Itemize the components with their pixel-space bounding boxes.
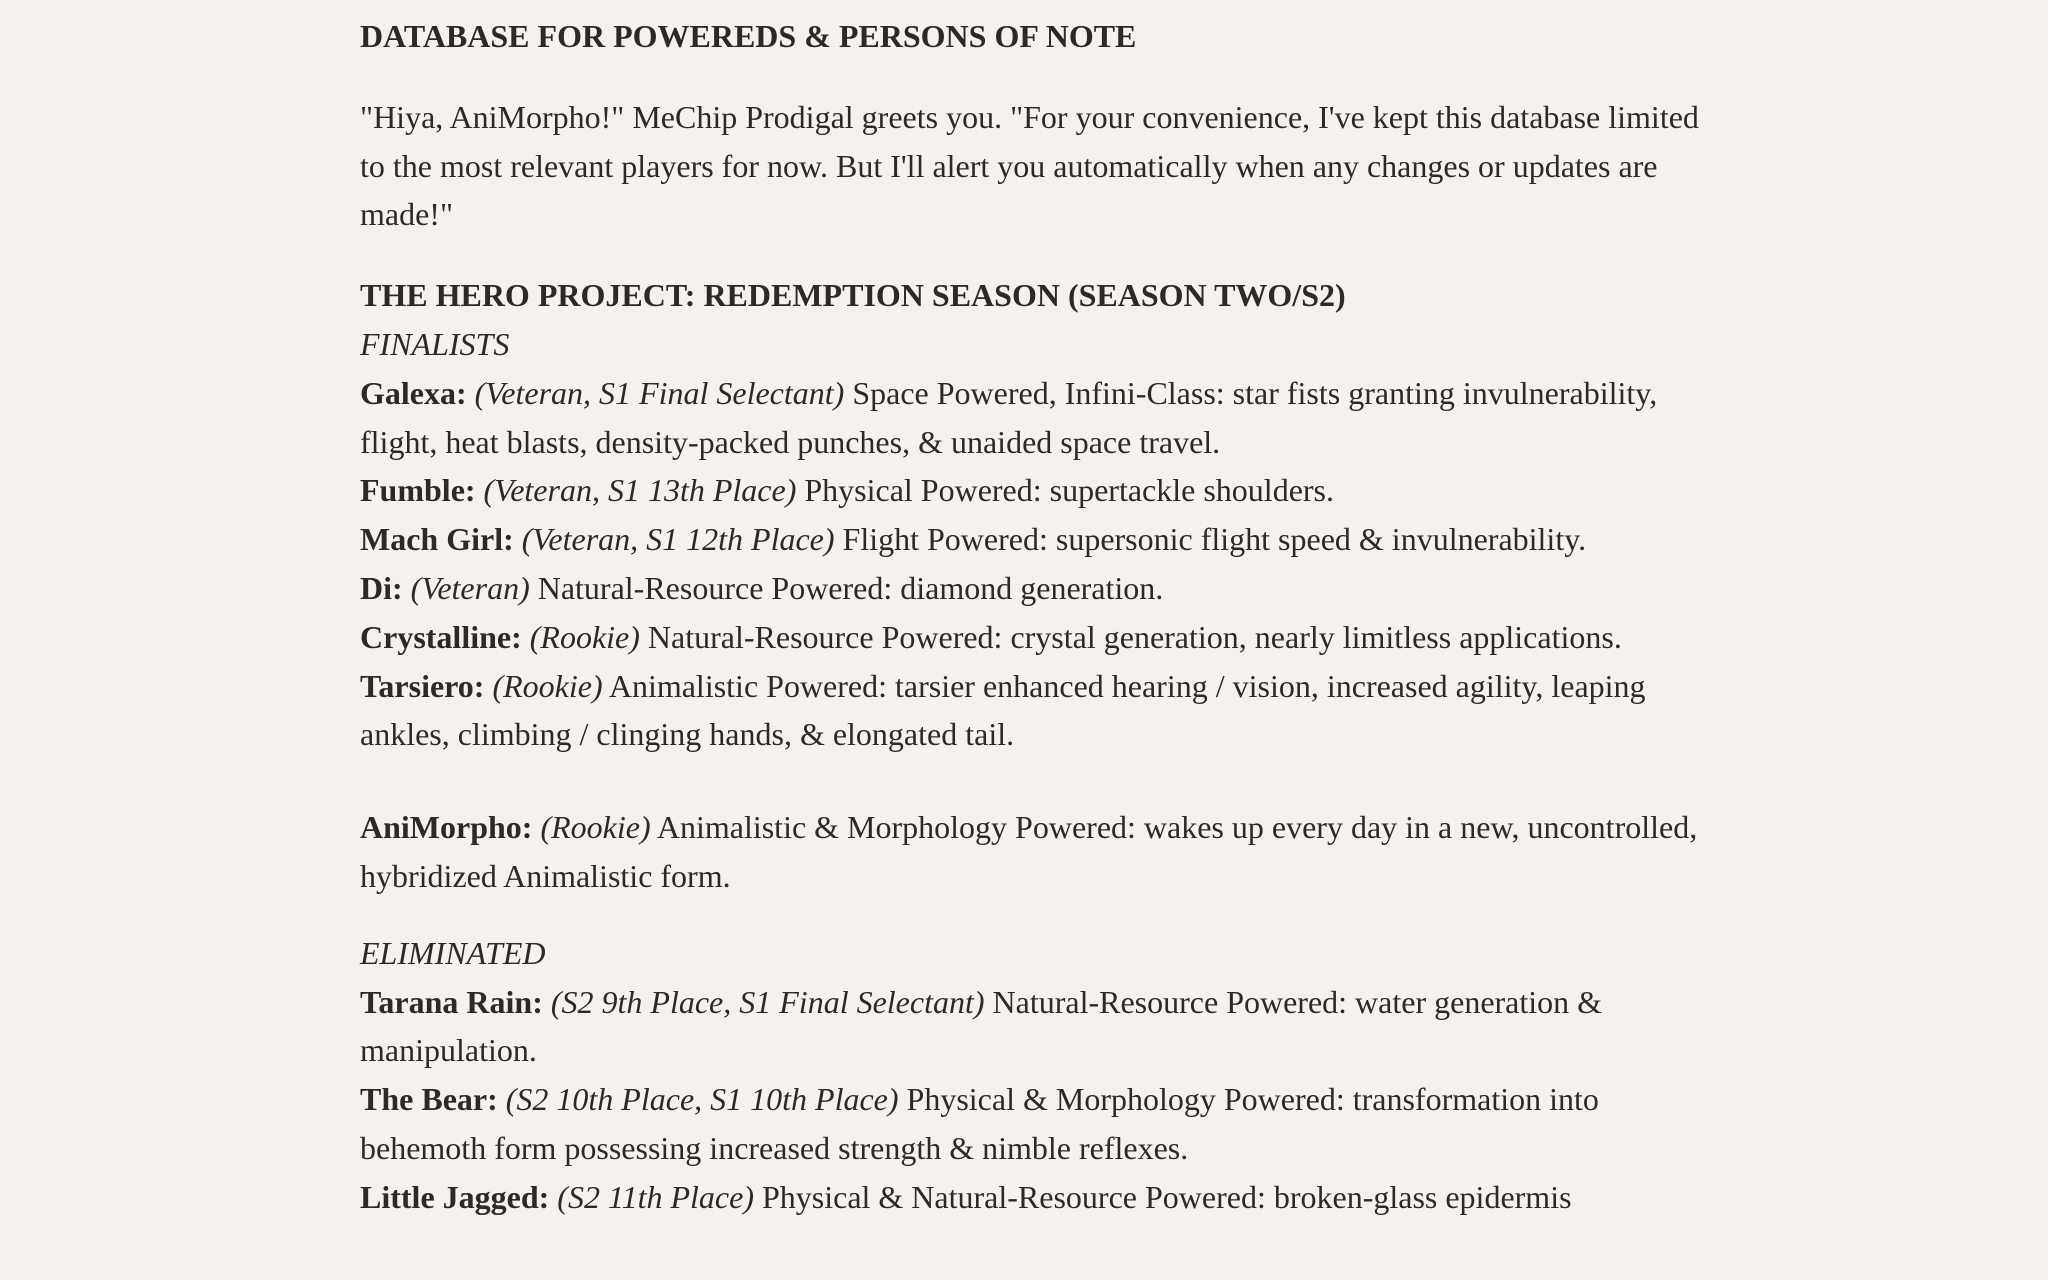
entry-description: Animalistic Powered: tarsier enhanced hearing / vision, increased agility, leaping ankles, climbing / clinging hands, & elongated tail. [360,667,1646,753]
entry-description: Natural-Resource Powered: crystal generation, nearly limitless applications. [647,618,1622,655]
database-page [360,0,1700,1222]
entry-description: Flight Powered: supersonic flight speed & invulnerability. [842,521,1587,558]
entry-description: Space Powered, Infini-Class: star fists granting invulnerability, flight, heat blasts, density-packed punches, & unaided space travel. [360,374,1658,460]
entry-name: Mach Girl: [360,521,514,558]
entry-tag: (Veteran, S1 Final Selectant) [474,374,845,411]
entry-tag: (S2 10th Place, S1 10th Place) [505,1081,899,1118]
roster-entry-fumble [360,466,1700,515]
entry-description: Physical & Natural-Resource Powered: broken-glass epidermis [761,1178,1572,1215]
entry-tag: (Rookie) [492,667,603,704]
entry-name: Tarana Rain: [360,983,543,1020]
entry-description: Natural-Resource Powered: diamond generation. [537,569,1164,606]
entry-tag: (S2 9th Place, S1 Final Selectant) [550,983,985,1020]
entry-tag: (Veteran, S1 13th Place) [483,472,797,509]
entry-name: Crystalline: [360,618,522,655]
entry-name: Little Jagged: [360,1178,550,1215]
database-title: DATABASE FOR POWEREDS & PERSONS OF NOTE [360,18,1137,54]
entry-description: Natural-Resource Powered: water generation & manipulation. [360,983,1603,1069]
roster-entry-di [360,564,1700,613]
entry-name: AniMorpho: [360,809,533,846]
roster-entry-galexa [360,369,1700,467]
entry-description: Animalistic & Morphology Powered: wakes up every day in a new, uncontrolled, hybridized Animalistic form. [360,809,1698,894]
entry-name: Fumble: [360,472,476,509]
eliminated-roster [360,929,1700,1222]
roster-entry-the-bear [360,1075,1700,1173]
roster-entry-crystalline [360,613,1700,662]
roster-entry-animorpho [360,803,1700,901]
roster-entry-mach-girl [360,515,1700,564]
entry-description: Physical Powered: supertackle shoulders. [804,472,1334,509]
entry-tag: (Rookie) [540,809,651,846]
finalists-label: FINALISTS [360,325,510,362]
entry-tag: (Veteran, S1 12th Place) [521,521,835,558]
entry-name: The Bear: [360,1081,498,1118]
roster-entry-tarsiero [360,662,1700,760]
entry-tag: (Rookie) [529,618,640,655]
intro-paragraph: "Hiya, AniMorpho!" MeChip Prodigal greets you. "For your convenience, I've kept this database limited to the most relevant players for now. But I'll alert you automatically when any changes or updates are made!" [360,98,1699,233]
entry-description: Physical & Morphology Powered: transformation into behemoth form possessing increased strength & nimble reflexes. [360,1081,1599,1166]
roster-entry-tarana-rain [360,978,1700,1076]
entry-tag: (S2 11th Place) [557,1178,754,1215]
entry-tag: (Veteran) [410,569,530,606]
eliminated-label: ELIMINATED [360,934,546,971]
season-header: THE HERO PROJECT: REDEMPTION SEASON (SEASON TWO/S2) [360,277,1346,314]
entry-name: Di: [360,569,403,606]
season-two-roster [360,271,1700,759]
entry-name: Tarsiero: [360,667,485,704]
entry-name: Galexa: [360,374,467,411]
player-roster-entry [360,803,1700,901]
roster-entry-little-jagged [360,1173,1700,1222]
